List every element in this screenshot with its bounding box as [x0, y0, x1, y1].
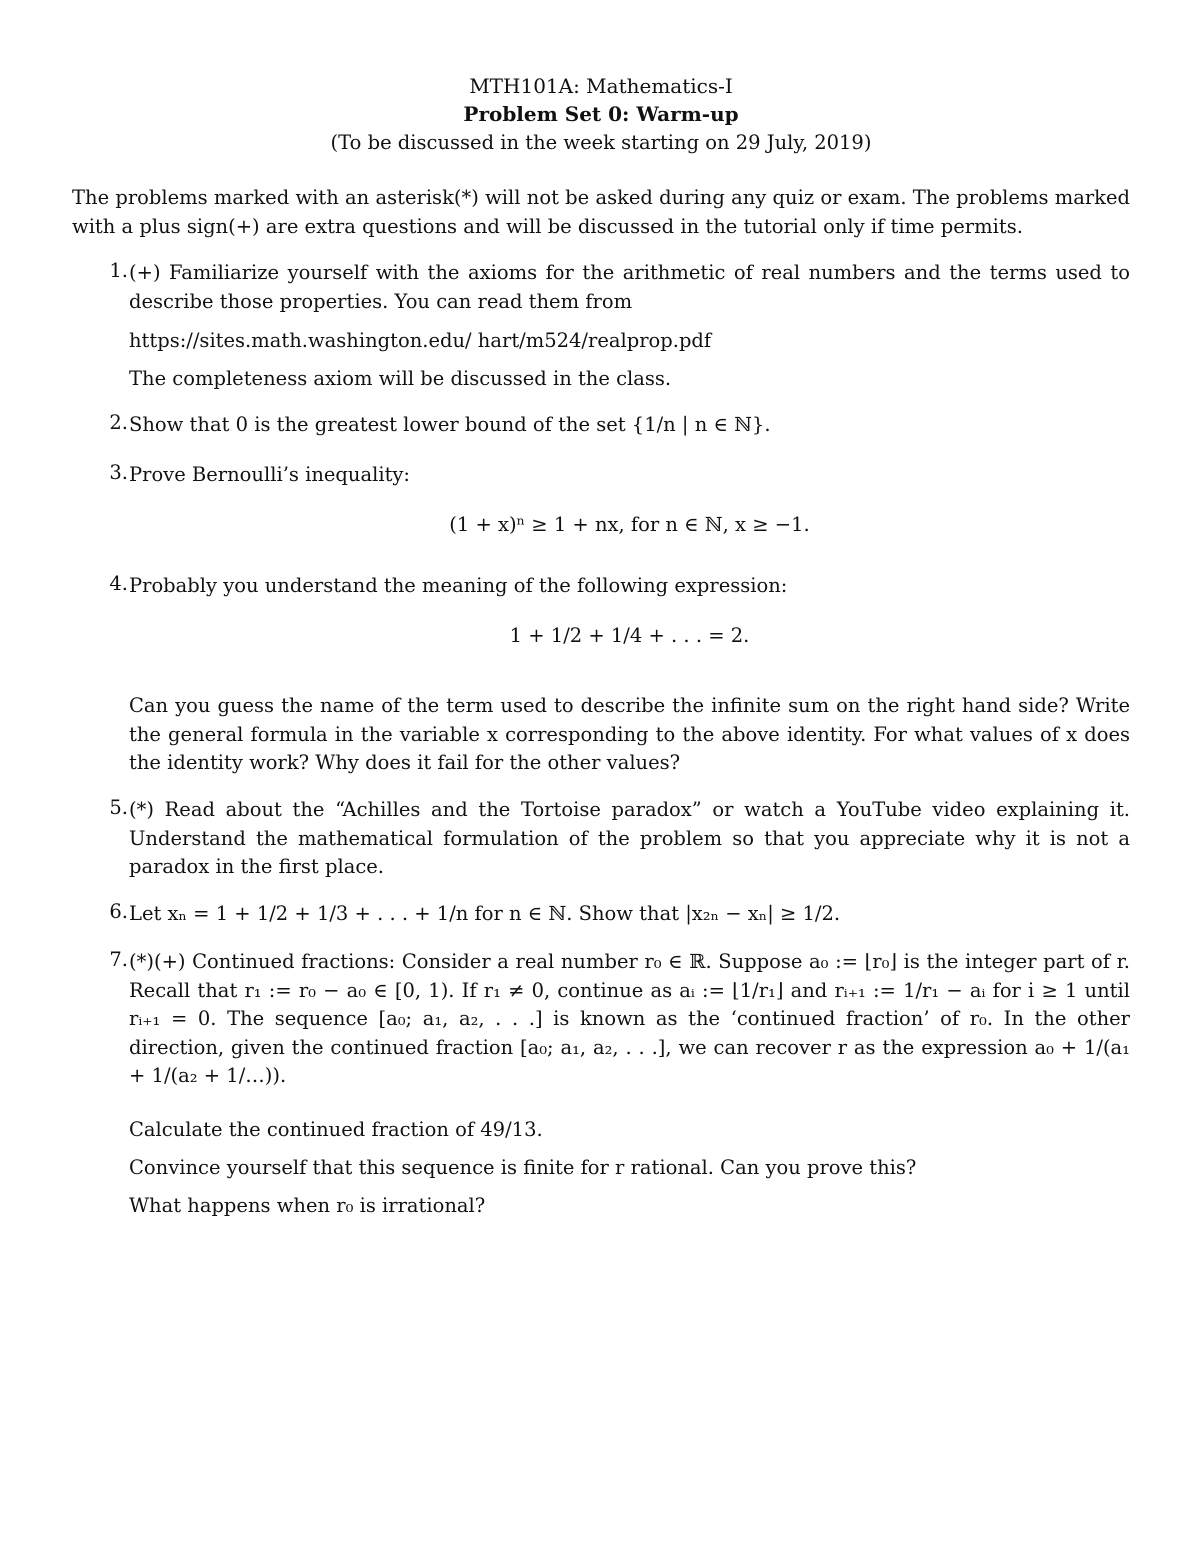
problem-note: The completeness axiom will be discussed in the class. [129, 367, 672, 390]
problem-text: Let xₙ = 1 + 1/2 + 1/3 + . . . + 1/n for n ∈ ℕ. Show that |x₂ₙ − xₙ| ≥ 1/2. [129, 902, 841, 925]
problem-number: 2. [109, 411, 128, 434]
problem-number: 5. [109, 796, 128, 819]
display-equation: (1 + x)ⁿ ≥ 1 + nx, for n ∈ ℕ, x ≥ −1. [449, 513, 810, 536]
problem-question: Calculate the continued fraction of 49/13. [129, 1118, 543, 1141]
problem-number: 6. [109, 900, 128, 923]
problem-text: (*) Read about the “Achilles and the Tortoise paradox” or watch a YouTube video explaining it. Understand the mathematical formulation of the problem so that you appreciate why it is not a paradox in the first place. [129, 798, 1130, 878]
problem-text: (*)(+) Continued fractions: Consider a real number r₀ ∈ ℝ. Suppose a₀ := ⌊r₀⌋ is the integer part of r. Recall that r₁ := r₀ − a₀ ∈ [0, 1). If r₁ ≠ 0, continue as aᵢ := ⌊1/r₁⌋ and rᵢ₊₁ := 1/r₁ − aᵢ for i ≥ 1 until rᵢ₊₁ = 0. The sequence [a₀; a₁, a₂, . . .] is known as the ‘continued fraction’ of r₀. In the other direction, given the continued fraction [a₀; a₁, a₂, . . .], we can recover r as the expression a₀ + 1/(a₁ + 1/(a₂ + 1/…)). [129, 950, 1130, 1087]
problem-number: 7. [109, 948, 128, 971]
problem-number: 1. [109, 259, 128, 282]
problem-number: 4. [109, 572, 128, 595]
series-expression: 1 + 1/2 + 1/4 + . . . = 2. [509, 624, 750, 647]
problem-number: 3. [109, 461, 128, 484]
problem-text: (+) Familiarize yourself with the axioms for the arithmetic of real numbers and the terms used to describe those properties. You can read them from [129, 261, 1130, 313]
intro-paragraph: The problems marked with an asterisk(*) will not be asked during any quiz or exam. The problems marked with a plus sign(+) are extra questions and will be discussed in the tutorial only if time permits. [72, 186, 1130, 238]
problem-text: Show that 0 is the greatest lower bound of the set {1/n | n ∈ ℕ}. [129, 413, 771, 436]
problem-question: Convince yourself that this sequence is finite for r rational. Can you prove this? [129, 1156, 917, 1179]
problem-set-title: Problem Set 0: Warm-up [463, 102, 739, 126]
discussion-date: (To be discussed in the week starting on 29 July, 2019) [330, 131, 872, 154]
course-title: MTH101A: Mathematics-I [469, 74, 733, 98]
problem-followup: Can you guess the name of the term used to describe the infinite sum on the right hand side? Write the general formula in the variable x corresponding to the above identity. For what values of x does the identity work? Why does it fail for the other values? [129, 694, 1130, 774]
display-equation [129, 624, 1130, 647]
reference-url[interactable]: https://sites.math.washington.edu/ hart/m524/realprop.pdf [129, 329, 712, 352]
problem-text: Prove Bernoulli’s inequality: [129, 463, 410, 486]
problem-text: Probably you understand the meaning of the following expression: [129, 574, 788, 597]
problem-question: What happens when r₀ is irrational? [129, 1194, 486, 1217]
